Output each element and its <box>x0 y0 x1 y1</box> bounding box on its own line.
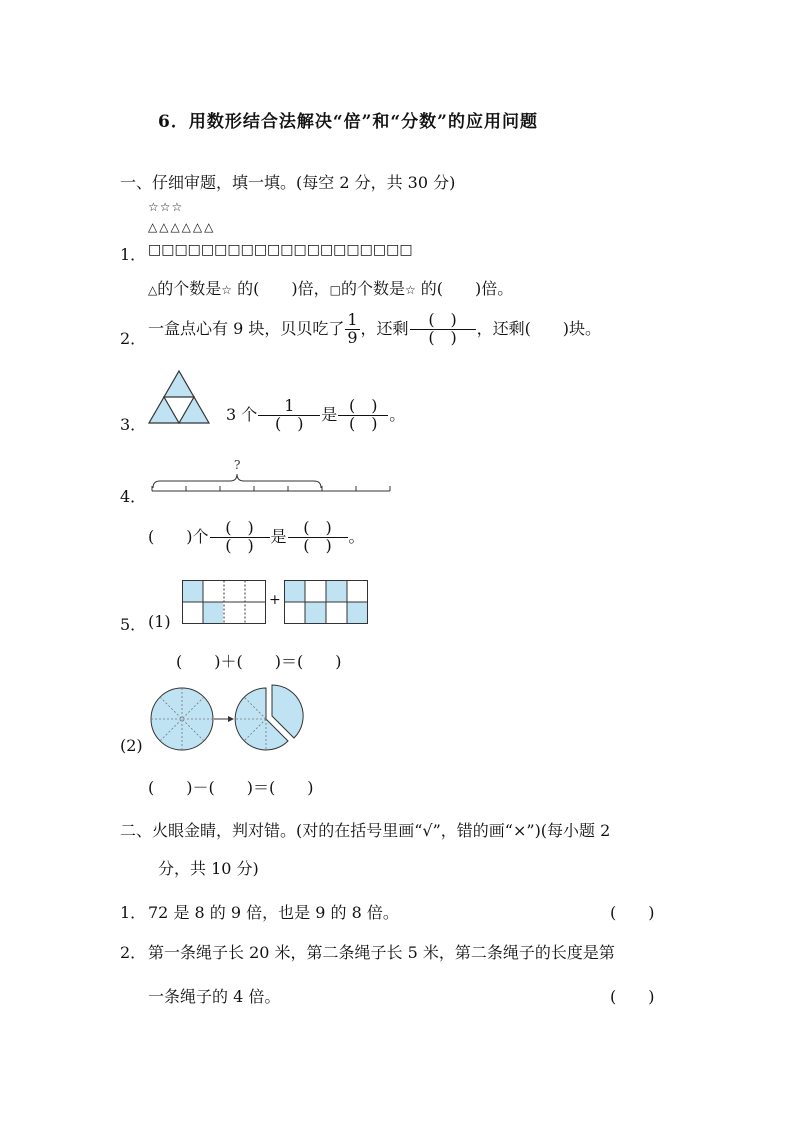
equation-blanks[interactable]: ( )－( )＝( ) <box>148 778 314 797</box>
blank-fraction[interactable] <box>410 312 476 347</box>
q3-text-b: 是 <box>321 404 338 424</box>
blank-denominator[interactable]: ( ) <box>303 535 332 555</box>
triangle-figure <box>148 370 210 424</box>
section2-heading-cont: 分，共 10 分) <box>158 859 259 878</box>
number-line-figure <box>150 456 396 496</box>
question-mark: ? <box>234 458 241 472</box>
q4-statement <box>148 520 365 555</box>
blank-fraction[interactable] <box>288 520 348 555</box>
q3-text-c: 。 <box>389 404 406 424</box>
stars-row: ☆☆☆ <box>148 200 184 214</box>
q2-text-b: ，还剩 <box>360 318 409 338</box>
squares-row: □□□□□□□□□□□□□□□□□□□□ <box>148 242 413 258</box>
q3-statement <box>226 398 405 433</box>
square-icon: □ <box>329 283 341 297</box>
circle-fraction-figure <box>150 686 300 756</box>
blank-numerator[interactable]: ( ) <box>210 520 270 538</box>
question-number: 1． <box>120 245 147 264</box>
judge-statement: 72 是 8 的 9 倍，也是 9 的 8 倍。 <box>148 903 399 922</box>
equation-blanks[interactable]: ( )＋( )＝( ) <box>176 652 342 671</box>
question-number: 1． <box>120 903 147 922</box>
q4-text-b: 是 <box>270 526 287 546</box>
q1-text-a: 的个数是 <box>157 279 222 298</box>
fraction <box>345 312 359 347</box>
page-title: 6．用数形结合法解决“倍”和“分数”的应用问题 <box>158 112 538 132</box>
answer-blank[interactable]: ( ) <box>610 903 655 922</box>
star-icon: ☆ <box>404 283 416 297</box>
blank-numerator[interactable]: ( ) <box>338 398 388 416</box>
blank-numerator[interactable]: ( ) <box>288 520 348 538</box>
star-icon: ☆ <box>221 283 233 297</box>
q1-statement <box>148 276 513 299</box>
q1-text-d: 的( )倍。 <box>415 279 514 298</box>
blank-denominator[interactable]: ( ) <box>275 413 304 433</box>
q4-text-a: ( )个 <box>148 526 209 546</box>
judge-statement: 第一条绳子长 20 米，第二条绳子长 5 米，第二条绳子的长度是第 <box>148 943 615 962</box>
question-number: 2． <box>120 943 147 962</box>
section2-heading: 二、火眼金睛，判对错。(对的在括号里画“√”，错的画“×”)(每小题 2 <box>120 821 611 840</box>
triangles-row: △△△△△△ <box>148 220 216 234</box>
q1-text-c: 的个数是 <box>340 279 405 298</box>
fraction-denominator: 9 <box>347 327 358 347</box>
question-number: 3． <box>120 415 147 434</box>
q2-text-c: ，还剩( )块。 <box>476 318 602 338</box>
blank-denominator[interactable]: ( ) <box>225 535 254 555</box>
q1-text-b: 的( )倍， <box>232 279 330 298</box>
answer-blank[interactable]: ( ) <box>610 987 655 1006</box>
blank-numerator[interactable]: ( ) <box>410 312 476 330</box>
plus-sign: + <box>269 592 281 608</box>
rectangle-fraction-figure-b <box>284 580 368 624</box>
fraction-numerator: 1 <box>258 398 320 416</box>
triangle-icon: △ <box>148 283 158 297</box>
q2-statement <box>148 312 601 347</box>
question-number: 4． <box>120 487 147 506</box>
blank-fraction[interactable] <box>338 398 388 433</box>
blank-fraction[interactable] <box>210 520 270 555</box>
q3-text-a: 3 个 <box>226 404 258 424</box>
rectangle-fraction-figure-a <box>182 580 266 624</box>
question-number: 5． <box>120 615 147 634</box>
part-label: (1) <box>148 612 171 631</box>
question-number: 2． <box>120 329 147 348</box>
fraction <box>258 398 320 433</box>
judge-statement-cont: 一条绳子的 4 倍。 <box>148 987 281 1006</box>
q4-text-c: 。 <box>348 526 365 546</box>
fraction-numerator: 1 <box>347 310 358 329</box>
part-label: (2) <box>120 736 143 755</box>
q2-text-a: 一盒点心有 9 块，贝贝吃了 <box>148 318 345 338</box>
blank-denominator[interactable]: ( ) <box>428 327 457 347</box>
section1-heading: 一、仔细审题，填一填。(每空 2 分，共 30 分) <box>120 173 456 192</box>
blank-denominator[interactable]: ( ) <box>349 413 378 433</box>
